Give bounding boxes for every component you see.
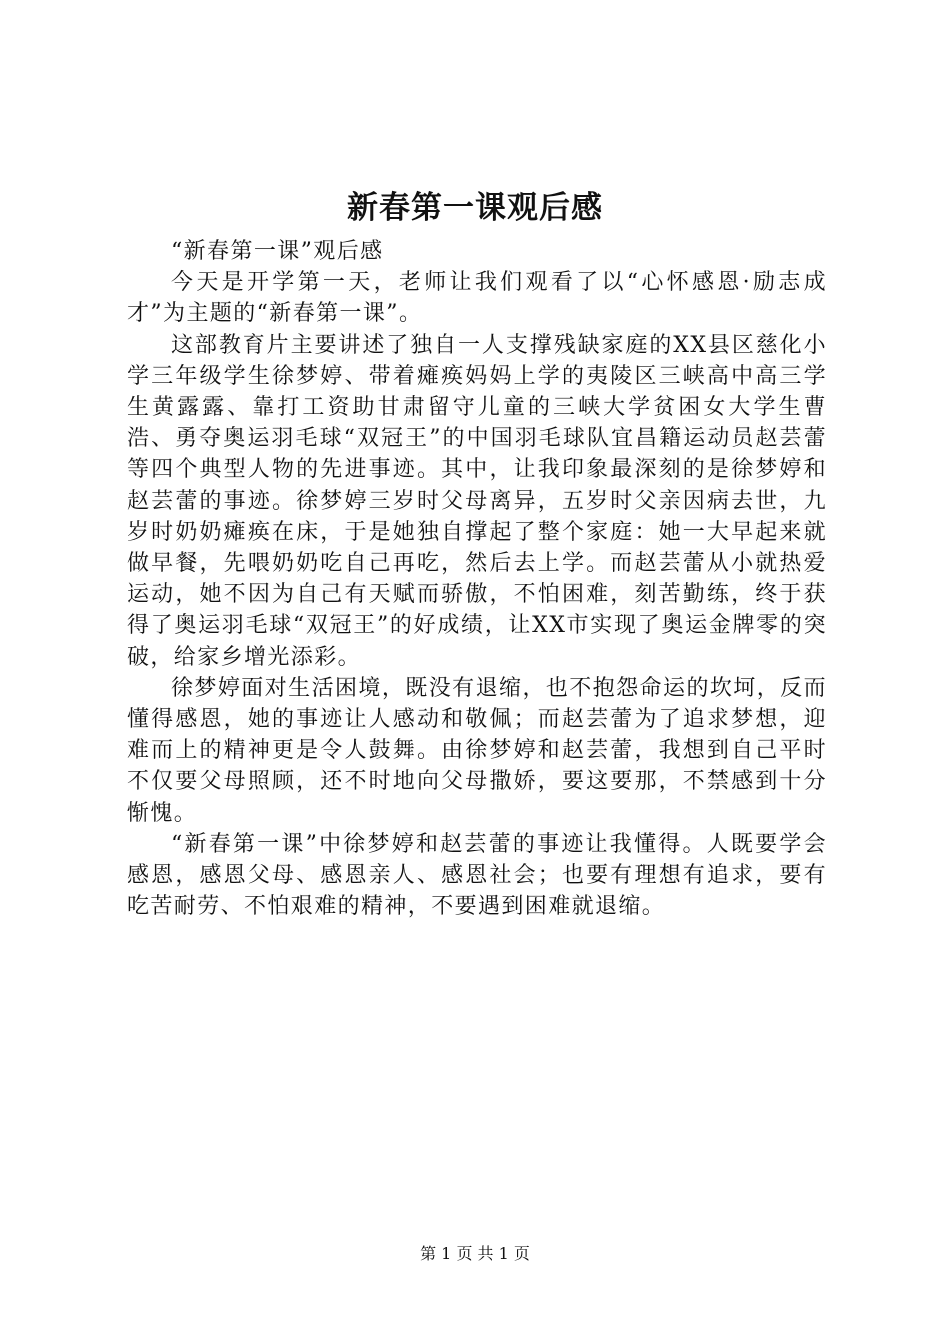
paragraph-intro: 今天是开学第一天，老师让我们观看了以“心怀感恩·励志成才”为主题的“新春第一课”。 (127, 270, 827, 327)
paragraph-reflection: 徐梦婷面对生活困境，既没有退缩，也不抱怨命运的坎坷，反而懂得感恩，她的事迹让人感动和敬佩；而赵芸蕾为了追求梦想，迎难而上的精神更是令人鼓舞。由徐梦婷和赵芸蕾，我想到自己平时不仅要父母照顾，还不时地向父母撒娇，要这要那，不禁感到十分惭愧。 (127, 675, 827, 826)
page-title: 新春第一课观后感 (347, 190, 603, 226)
document-body (127, 236, 827, 922)
paragraph-story: 这部教育片主要讲述了独自一人支撑残缺家庭的XX县区慈化小学三年级学生徐梦婷、带着瘫痪妈妈上学的夷陵区三峡高中高三学生黄露露、靠打工资助甘肃留守儿童的三峡大学贫困女大学生曹浩、勇夺奥运羽毛球“双冠王”的中国羽毛球队宜昌籍运动员赵芸蕾等四个典型人物的先进事迹。其中，让我印象最深刻的是徐梦婷和赵芸蕾的事迹。徐梦婷三岁时父母离异，五岁时父亲因病去世，九岁时奶奶瘫痪在床，于是她独自撑起了整个家庭：她一大早起来就做早餐，先喂奶奶吃自己再吃，然后去上学。而赵芸蕾从小就热爱运动，她不因为自己有天赋而骄傲，不怕困难，刻苦勤练，终于获得了奥运羽毛球“双冠王”的好成绩，让XX市实现了奥运金牌零的突破，给家乡增光添彩。 (127, 332, 827, 670)
paragraph-conclusion: “新春第一课”中徐梦婷和赵芸蕾的事迹让我懂得。人既要学会感恩，感恩父母、感恩亲人、感恩社会；也要有理想有追求，要有吃苦耐劳、不怕艰难的精神，不要遇到困难就退缩。 (127, 831, 827, 920)
paragraph-subtitle: “新春第一课”观后感 (171, 239, 384, 264)
page-footer: 第 1 页 共 1 页 (420, 1244, 530, 1263)
